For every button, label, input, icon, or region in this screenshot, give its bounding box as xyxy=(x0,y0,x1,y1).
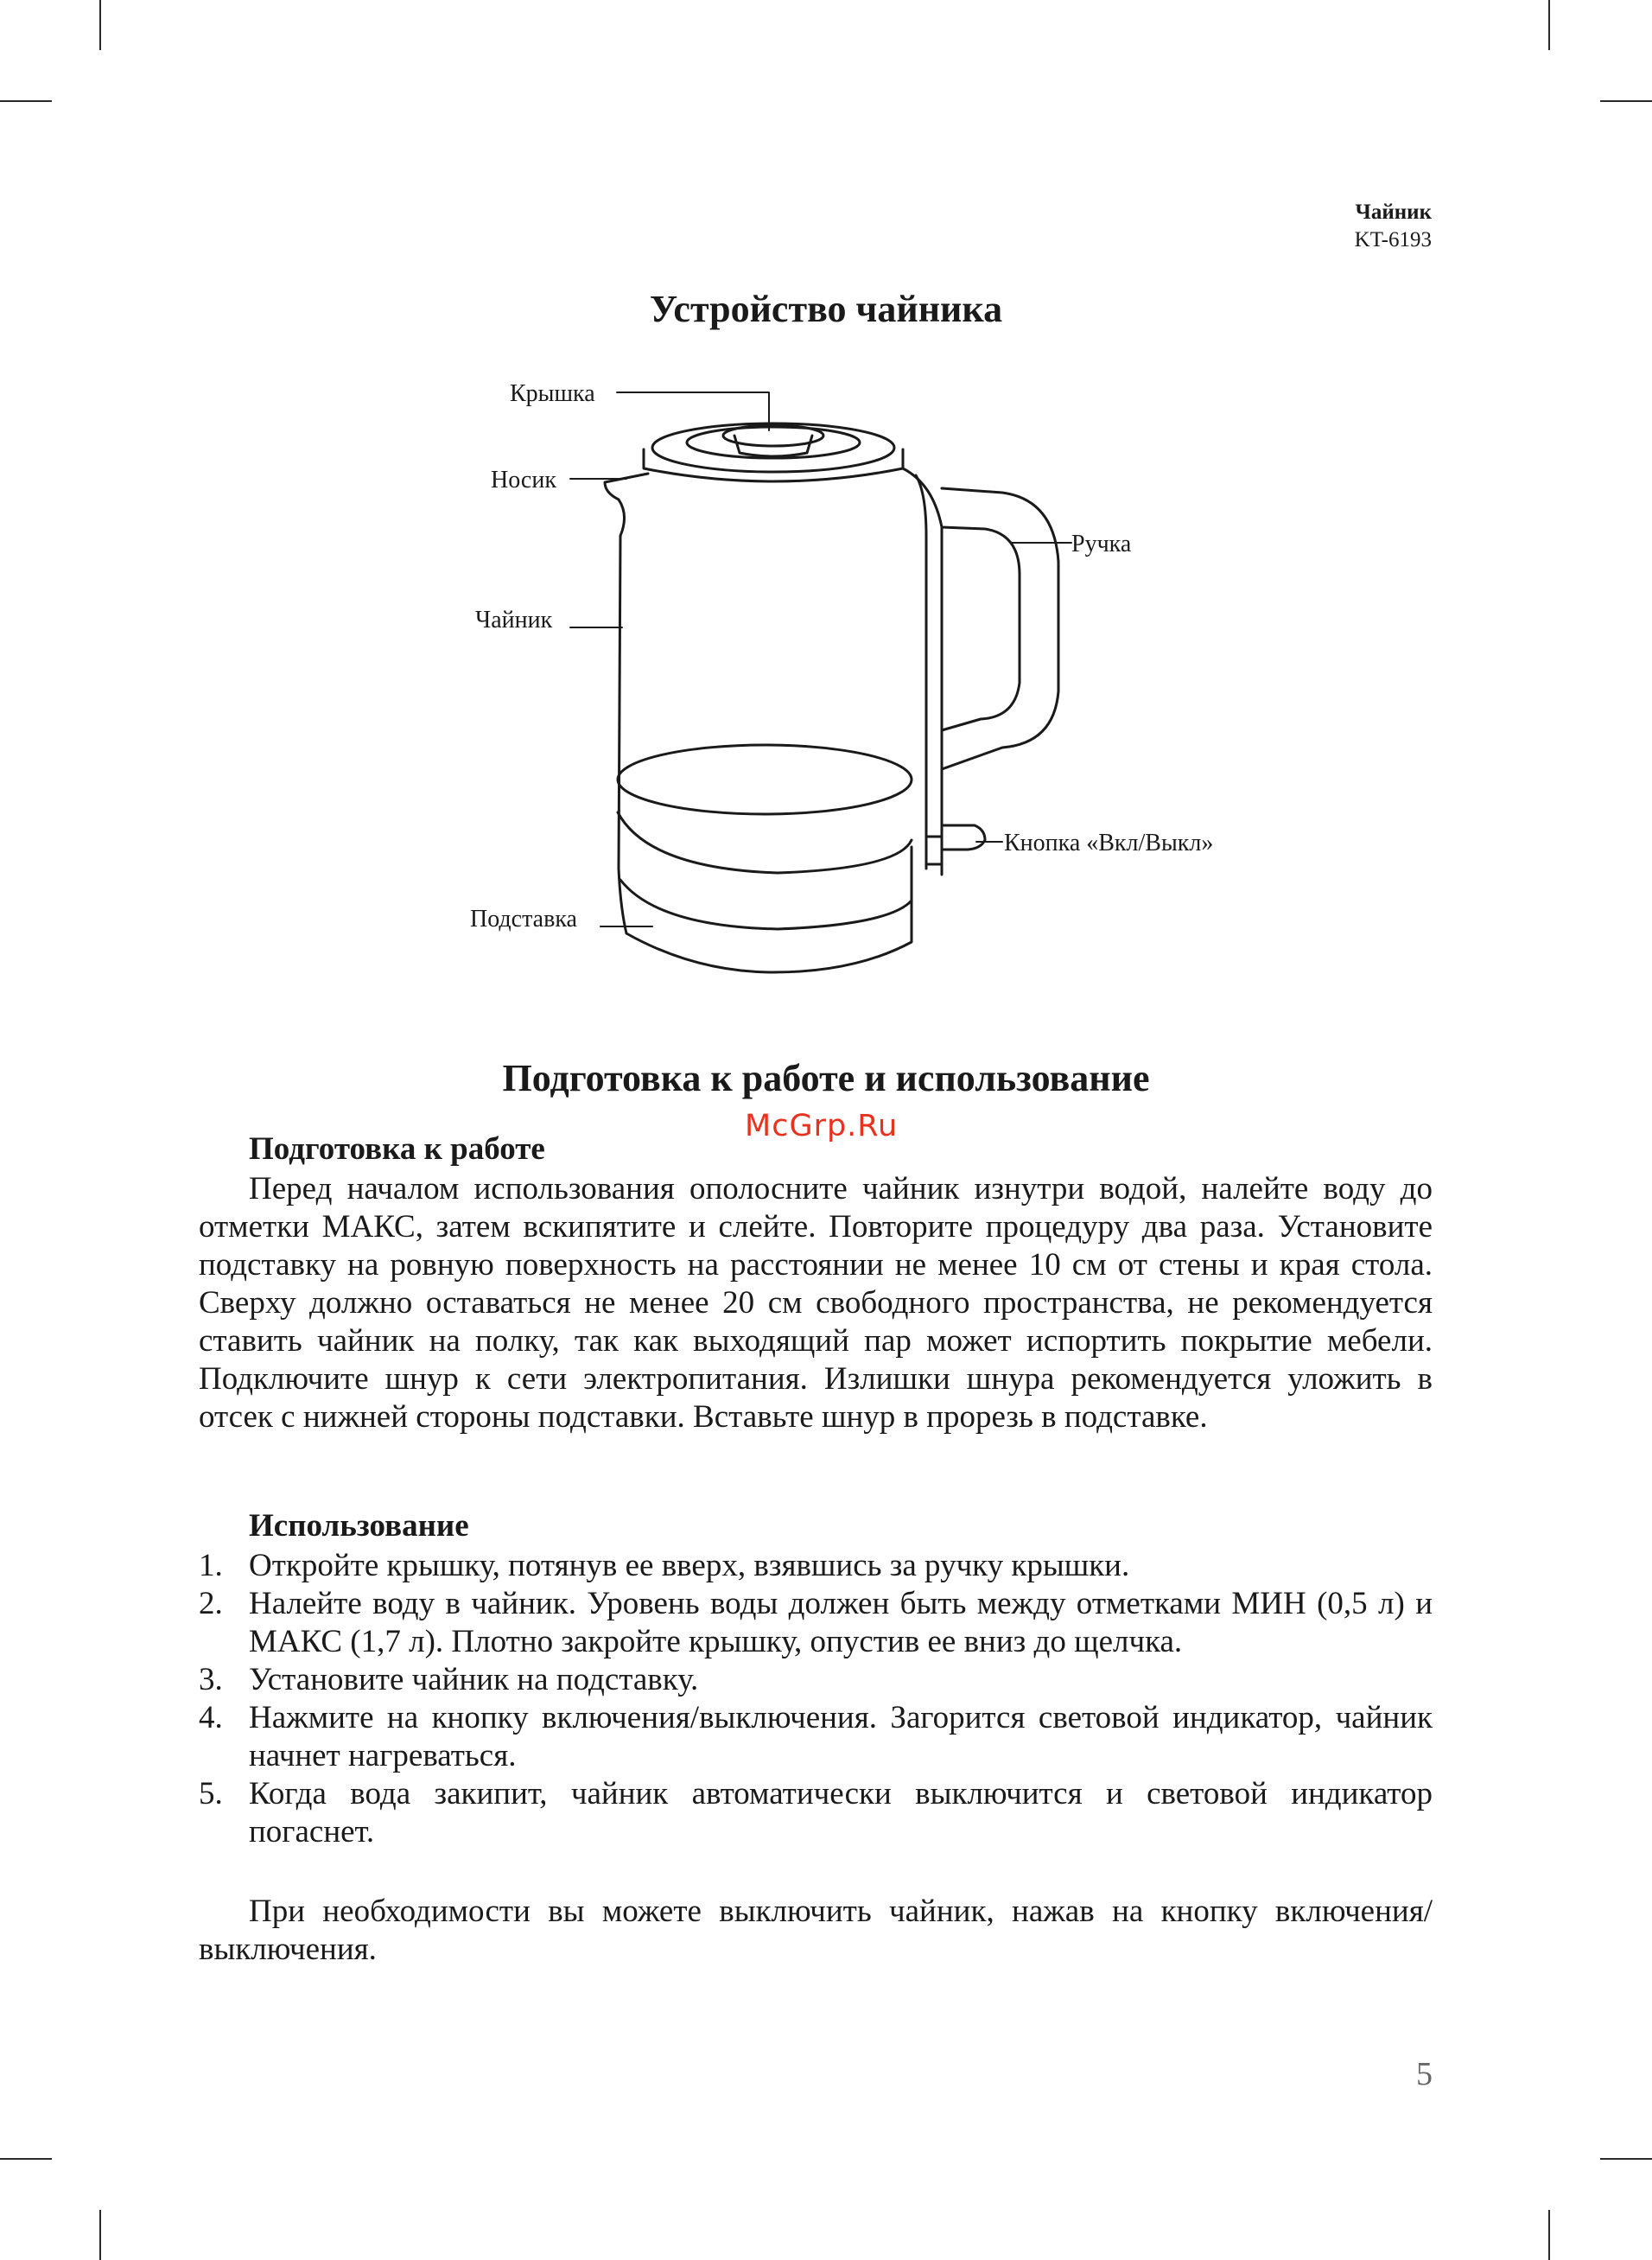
crop-mark xyxy=(1548,0,1550,50)
label-lid: Крышка xyxy=(510,380,595,407)
crop-mark xyxy=(1600,100,1652,102)
prep-paragraph: Перед началом использования ополосните чайник изнутри водой, налейте воду до отметки МАКС, затем вскипятите и слейте. Повторите процедуру два раза. Установите подставку на ровную поверхность на расстоянии не менее 10 см от стены и края стола. Сверху должно оставаться не менее 20 см свободного пространства, не рекомендуется ставить чайник на полку, так как выходящий пар может испортить покрытие мебели. Подключите шнур к сети электропитания. Излишки шнура рекомендуется уложить в отсек с нижней стороны подставки. Вставьте шнур в прорезь в подставке. xyxy=(199,1171,1433,1435)
prep-heading: Подготовка к работе xyxy=(249,1131,545,1167)
section-title: Подготовка к работе и использование xyxy=(502,1057,1150,1099)
list-item: 5. Когда вода закипит, чайник автоматически выключится и световой индикатор погаснет. xyxy=(199,1776,1433,1849)
kettle-handle-shape xyxy=(942,488,1058,769)
list-item: 3. Установите чайник на подставку. xyxy=(199,1662,699,1697)
kettle-switch-shape xyxy=(927,825,985,864)
usage-heading: Использование xyxy=(249,1508,469,1544)
crop-mark xyxy=(99,0,101,50)
label-handle: Ручка xyxy=(1071,531,1132,557)
header-model-number: KT-6193 xyxy=(1354,228,1432,251)
diagram-title: Устройство чайника xyxy=(649,288,1003,330)
list-item: 2. Налейте воду в чайник. Уровень воды должен быть между отметками МИН (0,5 л) и МАКС (1,7 л). Плотно закройте крышку, опустив ее вниз до щелчка. xyxy=(199,1586,1433,1659)
kettle-diagram xyxy=(449,363,1313,994)
usage-note: При необходимости вы можете выключить чайник, нажав на кнопку включения/выключения. xyxy=(199,1894,1433,1967)
list-item: 4. Нажмите на кнопку включения/выключения. Загорится световой индикатор, чайник начнет нагреваться. xyxy=(199,1700,1433,1773)
usage-steps xyxy=(199,1547,1433,1851)
label-spout: Носик xyxy=(491,467,556,493)
page-number: 5 xyxy=(1416,2056,1433,2092)
crop-mark xyxy=(1548,2210,1550,2260)
crop-mark xyxy=(99,2210,101,2260)
crop-mark xyxy=(0,100,52,102)
label-body: Чайник xyxy=(475,607,553,633)
kettle-body-shape xyxy=(605,468,942,972)
crop-mark xyxy=(1600,2158,1652,2160)
kettle-lid-shape xyxy=(644,423,903,481)
header-product-title: Чайник xyxy=(1355,201,1432,224)
watermark: McGrp.Ru xyxy=(745,1109,899,1143)
label-switch: Кнопка «Вкл/Выкл» xyxy=(1004,830,1214,856)
label-base: Подставка xyxy=(470,906,577,933)
list-item: 1. Откройте крышку, потянув ее вверх, взявшись за ручку крышки. xyxy=(199,1548,1130,1583)
crop-mark xyxy=(0,2158,52,2160)
